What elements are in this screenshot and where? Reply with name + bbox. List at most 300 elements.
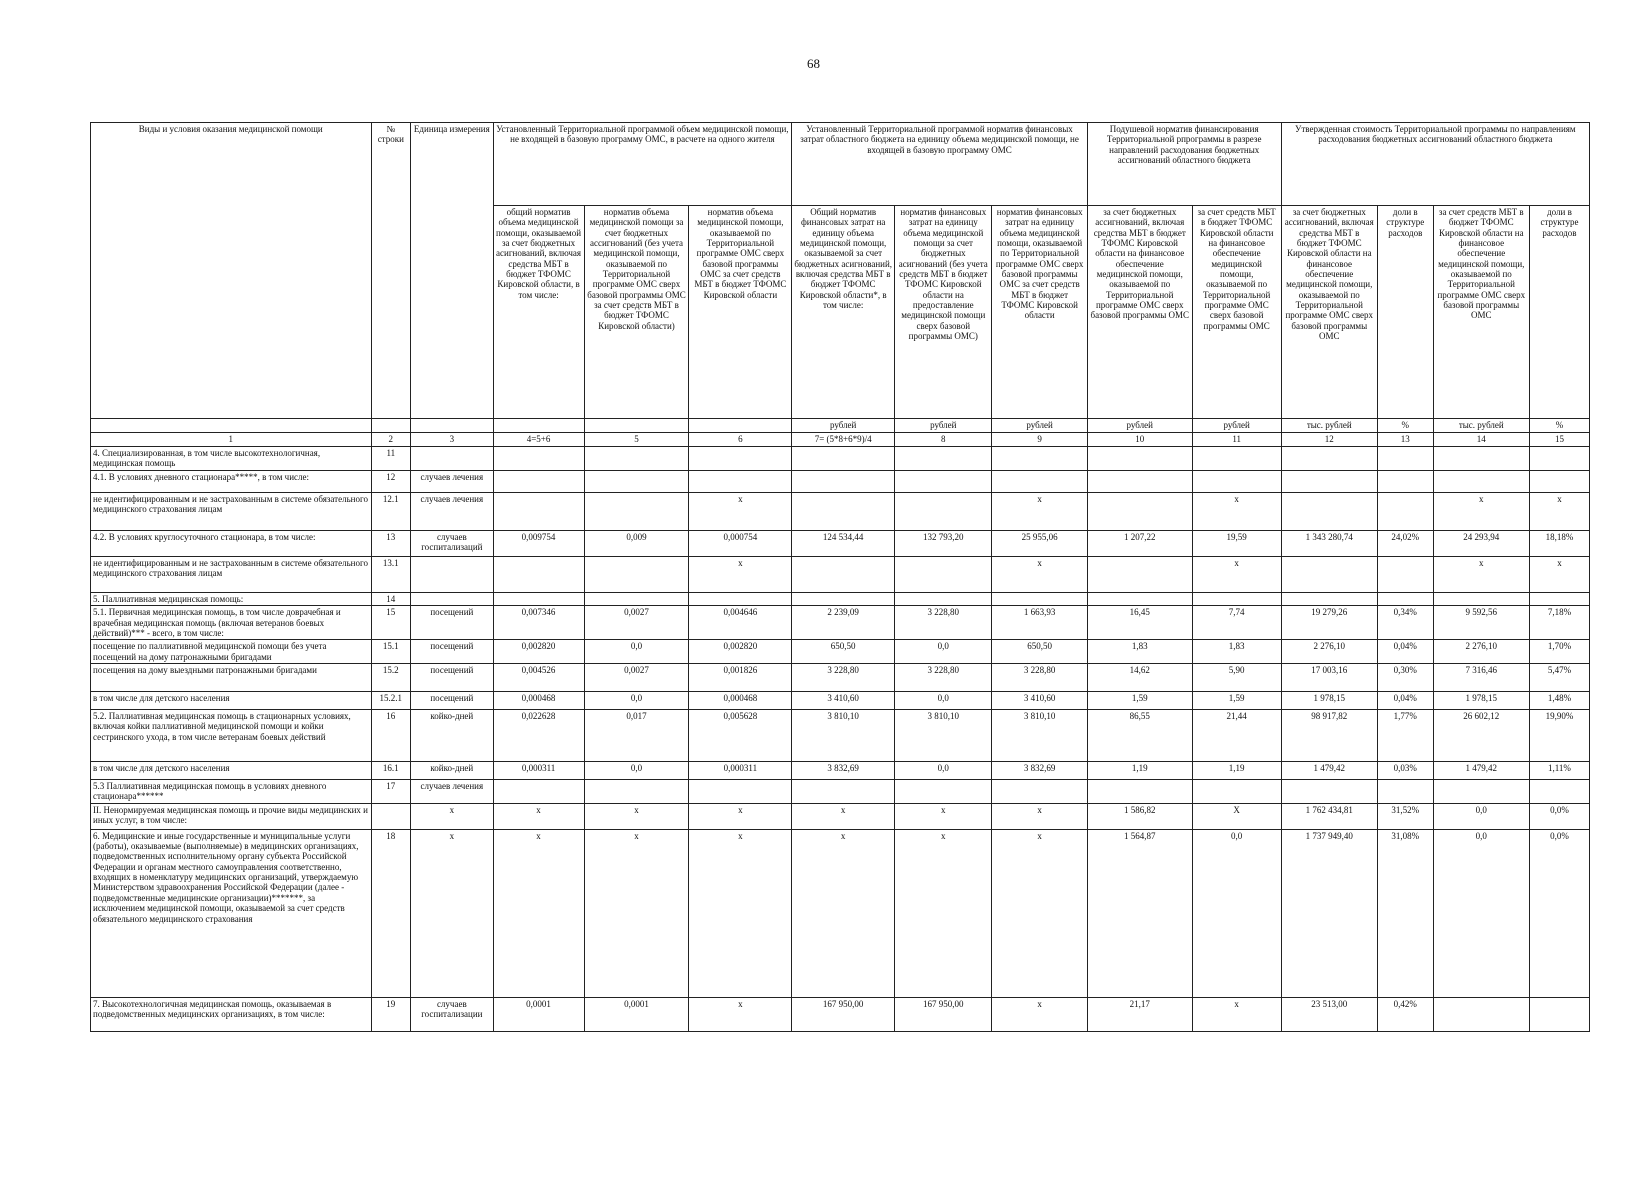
header-group-cost: Утвержденная стоимость Территориальной программы по направлениям расходования бюджетных ассигнований областного бюджета (1281, 123, 1589, 206)
value-cell: 0,0% (1529, 803, 1589, 829)
value-cell: 2 276,10 (1281, 640, 1377, 664)
table-row (91, 471, 1590, 493)
value-cell (1529, 780, 1589, 804)
value-cell: 0,002820 (493, 640, 584, 664)
row-label: не идентифицированным и не застрахованным в системе обязательного медицинского страхования лицам (91, 557, 372, 593)
row-number: 15.1 (371, 640, 411, 664)
value-cell (584, 593, 689, 606)
row-unit: посещений (411, 606, 493, 640)
value-cell (1377, 780, 1433, 804)
table-row (91, 762, 1590, 780)
subheader-15: доли в структуре расходов (1529, 206, 1589, 419)
value-cell: 3 810,10 (992, 710, 1087, 762)
value-cell: 0,022628 (493, 710, 584, 762)
column-index-cell: 5 (584, 433, 689, 447)
value-cell: х (689, 803, 792, 829)
value-cell: 0,009754 (493, 531, 584, 557)
value-cell: 21,44 (1192, 710, 1281, 762)
row-number: 15.2.1 (371, 692, 411, 710)
value-cell: х (1529, 557, 1589, 593)
value-cell: 0,04% (1377, 692, 1433, 710)
value-cell: х (1433, 557, 1529, 593)
value-cell (1377, 447, 1433, 471)
value-cell: 3 410,60 (992, 692, 1087, 710)
value-cell: 0,000468 (689, 692, 792, 710)
table-row (91, 803, 1590, 829)
unit-cell: тыс. рублей (1281, 419, 1377, 433)
row-number: 14 (371, 593, 411, 606)
value-cell: х (493, 803, 584, 829)
value-cell (1433, 593, 1529, 606)
value-cell: 1,19 (1192, 762, 1281, 780)
table-row (91, 640, 1590, 664)
value-cell: 19 279,26 (1281, 606, 1377, 640)
table-row (91, 664, 1590, 692)
row-label: 5. Паллиативная медицинская помощь: (91, 593, 372, 606)
value-cell: х (992, 997, 1087, 1031)
row-number: 16 (371, 710, 411, 762)
value-cell (1087, 593, 1192, 606)
value-cell (493, 593, 584, 606)
column-index-cell: 13 (1377, 433, 1433, 447)
value-cell: 1,11% (1529, 762, 1589, 780)
value-cell: 3 810,10 (895, 710, 992, 762)
value-cell: 0,0027 (584, 664, 689, 692)
unit-cell (689, 419, 792, 433)
value-cell: 650,50 (992, 640, 1087, 664)
column-index-cell: 12 (1281, 433, 1377, 447)
subheader-7: Общий норматив финансовых затрат на единицу объема медицинской помощи, оказываемой за счет бюджетных асигнований, включая средства МБТ в бюджет ТФОМС Кировской области*, в том числе: (792, 206, 895, 419)
table-body (91, 447, 1590, 1032)
column-index-cell: 11 (1192, 433, 1281, 447)
value-cell: 124 534,44 (792, 531, 895, 557)
value-cell (895, 557, 992, 593)
unit-cell (584, 419, 689, 433)
value-cell: 0,42% (1377, 997, 1433, 1031)
value-cell (1529, 593, 1589, 606)
table-row (91, 606, 1590, 640)
value-cell: х (1433, 493, 1529, 531)
value-cell (1377, 593, 1433, 606)
value-cell (584, 493, 689, 531)
value-cell (1281, 557, 1377, 593)
value-cell: 7,18% (1529, 606, 1589, 640)
value-cell: 1 479,42 (1281, 762, 1377, 780)
row-label: посещения на дому выездными патронажными бригадами (91, 664, 372, 692)
value-cell: х (584, 829, 689, 997)
unit-cell: тыс. рублей (1433, 419, 1529, 433)
column-index-cell: 9 (992, 433, 1087, 447)
value-cell: 0,0 (1192, 829, 1281, 997)
value-cell (1087, 447, 1192, 471)
value-cell: 19,59 (1192, 531, 1281, 557)
value-cell: 0,34% (1377, 606, 1433, 640)
value-cell (1281, 493, 1377, 531)
value-cell (792, 593, 895, 606)
value-cell: 1,19 (1087, 762, 1192, 780)
value-cell (493, 780, 584, 804)
value-cell: 17 003,16 (1281, 664, 1377, 692)
value-cell: 0,30% (1377, 664, 1433, 692)
value-cell (493, 493, 584, 531)
column-index-cell: 7= (5*8+6*9)/4 (792, 433, 895, 447)
row-number (371, 803, 411, 829)
value-cell: 0,0001 (584, 997, 689, 1031)
table-row (91, 829, 1590, 997)
row-unit: случаев госпитализации (411, 997, 493, 1031)
value-cell: 1,59 (1087, 692, 1192, 710)
value-cell: 0,000311 (493, 762, 584, 780)
value-cell: 0,000468 (493, 692, 584, 710)
column-index-cell: 14 (1433, 433, 1529, 447)
row-number: 11 (371, 447, 411, 471)
value-cell: х (689, 493, 792, 531)
value-cell: х (1529, 493, 1589, 531)
value-cell: 0,04% (1377, 640, 1433, 664)
row-label: не идентифицированным и не застрахованным в системе обязательного медицинского страхования лицам (91, 493, 372, 531)
row-number: 12.1 (371, 493, 411, 531)
header-kinds: Виды и условия оказания медицинской помощи (91, 123, 372, 419)
value-cell: х (895, 829, 992, 997)
value-cell (1377, 557, 1433, 593)
value-cell: 0,000754 (689, 531, 792, 557)
value-cell: х (895, 803, 992, 829)
value-cell: 3 228,80 (895, 664, 992, 692)
value-cell: 1,59 (1192, 692, 1281, 710)
unit-cell (493, 419, 584, 433)
row-label: 6. Медицинские и иные государственные и муниципальные услуги (работы), оказываемые (выполняемые) в медицинских организациях, подведомственных исполнительному органу субъекта Российской Федерации и органам местного самоуправления соответственно, входящих в номенклатуру медицинских организаций, утверждаемую Министерством здравоохранения Российской Федерации (далее - подведомственные медицинские организации)*******, за исключением медицинской помощи, оказываемой за счет средств обязательного медицинского страхования (91, 829, 372, 997)
header-rownum: № строки (371, 123, 411, 419)
value-cell: х (584, 803, 689, 829)
row-label: 5.3 Паллиативная медицинская помощь в условиях дневного стационара****** (91, 780, 372, 804)
value-cell (1192, 593, 1281, 606)
unit-cell: рублей (1087, 419, 1192, 433)
row-number: 18 (371, 829, 411, 997)
subheader-8: норматив финансовых затрат на единицу объема медицинской помощи за счет бюджетных асигнований (без учета средств МБТ в бюджет ТФОМС Кировской области на предоставление медицинской помощи сверх базовой программы ОМС) (895, 206, 992, 419)
row-number: 15 (371, 606, 411, 640)
row-unit (411, 447, 493, 471)
value-cell (689, 780, 792, 804)
financing-table (90, 122, 1590, 1032)
value-cell (1192, 780, 1281, 804)
value-cell: 1 737 949,40 (1281, 829, 1377, 997)
value-cell (792, 780, 895, 804)
value-cell: 86,55 (1087, 710, 1192, 762)
value-cell (689, 593, 792, 606)
table-row (91, 447, 1590, 471)
units-row (91, 419, 1590, 433)
column-index-cell: 6 (689, 433, 792, 447)
value-cell: 23 513,00 (1281, 997, 1377, 1031)
value-cell: 9 592,56 (1433, 606, 1529, 640)
value-cell: 0,009 (584, 531, 689, 557)
unit-cell: % (1529, 419, 1589, 433)
value-cell: 21,17 (1087, 997, 1192, 1031)
subheader-10: за счет бюджетных ассигнований, включая средства МБТ в бюджет ТФОМС Кировской области на финансовое обеспечение медицинской помощи, оказываемой по Территориальной программе ОМС сверх базовой программы ОМС (1087, 206, 1192, 419)
value-cell: 1 564,87 (1087, 829, 1192, 997)
row-label: 4.1. В условиях дневного стационара*****, в том числе: (91, 471, 372, 493)
row-unit: случаев лечения (411, 493, 493, 531)
unit-cell (91, 419, 372, 433)
value-cell: 1 343 280,74 (1281, 531, 1377, 557)
value-cell: 0,0001 (493, 997, 584, 1031)
value-cell: 26 602,12 (1433, 710, 1529, 762)
value-cell (895, 471, 992, 493)
value-cell (992, 471, 1087, 493)
value-cell: 0,001826 (689, 664, 792, 692)
value-cell: 1,70% (1529, 640, 1589, 664)
value-cell (1087, 557, 1192, 593)
value-cell (792, 557, 895, 593)
value-cell (689, 447, 792, 471)
row-number: 15.2 (371, 664, 411, 692)
value-cell: х (992, 803, 1087, 829)
value-cell: 1 762 434,81 (1281, 803, 1377, 829)
value-cell: х (689, 557, 792, 593)
value-cell: 132 793,20 (895, 531, 992, 557)
value-cell: 0,004646 (689, 606, 792, 640)
value-cell: 0,0 (895, 692, 992, 710)
row-label: II. Ненормируемая медицинская помощь и прочие виды медицинских и иных услуг, в том числе: (91, 803, 372, 829)
table-row (91, 692, 1590, 710)
value-cell: 0,0 (1433, 803, 1529, 829)
value-cell: 25 955,06 (992, 531, 1087, 557)
value-cell: 0,0 (584, 692, 689, 710)
value-cell (1281, 471, 1377, 493)
value-cell (1433, 471, 1529, 493)
value-cell: х (992, 493, 1087, 531)
value-cell: х (792, 829, 895, 997)
table-row (91, 493, 1590, 531)
row-unit: посещений (411, 664, 493, 692)
value-cell: 0,03% (1377, 762, 1433, 780)
value-cell (1377, 471, 1433, 493)
subheader-5: норматив объема медицинской помощи за счет бюджетных ассигнований (без учета медицинской помощи, оказываемой по Территориальной программе ОМС сверх базовой программы ОМС за счет средств МБТ в бюджет ТФОМС Кировской области) (584, 206, 689, 419)
value-cell: 3 832,69 (792, 762, 895, 780)
value-cell (1087, 780, 1192, 804)
row-unit: х (411, 829, 493, 997)
value-cell: Х (1192, 803, 1281, 829)
value-cell (992, 447, 1087, 471)
value-cell (1529, 471, 1589, 493)
value-cell (1281, 780, 1377, 804)
value-cell: 31,52% (1377, 803, 1433, 829)
value-cell (584, 780, 689, 804)
value-cell: 1 663,93 (992, 606, 1087, 640)
value-cell (689, 471, 792, 493)
row-number: 13.1 (371, 557, 411, 593)
row-number: 12 (371, 471, 411, 493)
value-cell (895, 593, 992, 606)
subheader-6: норматив объема медицинской помощи, оказываемой по Территориальной программе ОМС сверх базовой программы ОМС за счет средств МБТ в бюджет ТФОМС Кировской области (689, 206, 792, 419)
value-cell (792, 493, 895, 531)
value-cell: 19,90% (1529, 710, 1589, 762)
value-cell: 24,02% (1377, 531, 1433, 557)
subheader-13: доли в структуре расходов (1377, 206, 1433, 419)
row-label: 7. Высокотехнологичная медицинская помощь, оказываемая в подведомственных медицинских организациях, в том числе: (91, 997, 372, 1031)
value-cell: 3 228,80 (792, 664, 895, 692)
value-cell: х (493, 829, 584, 997)
value-cell (1281, 593, 1377, 606)
value-cell: 0,0 (895, 762, 992, 780)
value-cell: 0,005628 (689, 710, 792, 762)
value-cell: х (1192, 557, 1281, 593)
value-cell (1433, 997, 1529, 1031)
value-cell: 1 586,82 (1087, 803, 1192, 829)
row-unit: случаев госпитализаций (411, 531, 493, 557)
value-cell (1087, 471, 1192, 493)
value-cell: 0,0 (1433, 829, 1529, 997)
row-unit (411, 557, 493, 593)
value-cell (584, 447, 689, 471)
value-cell: 0,000311 (689, 762, 792, 780)
value-cell: 0,017 (584, 710, 689, 762)
value-cell: 3 410,60 (792, 692, 895, 710)
unit-cell: рублей (895, 419, 992, 433)
value-cell: 3 228,80 (992, 664, 1087, 692)
value-cell: 5,90 (1192, 664, 1281, 692)
subheader-14: за счет средств МБТ в бюджет ТФОМС Кировской области на финансовое обеспечение медицинской помощи, оказываемой по Территориальной программе ОМС сверх базовой программы ОМС (1433, 206, 1529, 419)
value-cell: х (992, 829, 1087, 997)
value-cell: 1 479,42 (1433, 762, 1529, 780)
row-number: 19 (371, 997, 411, 1031)
value-cell: х (689, 829, 792, 997)
row-unit (411, 593, 493, 606)
value-cell (1433, 780, 1529, 804)
value-cell: 7 316,46 (1433, 664, 1529, 692)
value-cell: 0,0% (1529, 829, 1589, 997)
value-cell (1377, 493, 1433, 531)
value-cell (584, 471, 689, 493)
value-cell: 16,45 (1087, 606, 1192, 640)
value-cell: 1 978,15 (1281, 692, 1377, 710)
unit-cell: рублей (992, 419, 1087, 433)
value-cell: 1,83 (1192, 640, 1281, 664)
value-cell (792, 447, 895, 471)
value-cell: 1,77% (1377, 710, 1433, 762)
table-row (91, 593, 1590, 606)
table-row (91, 557, 1590, 593)
value-cell: 2 239,09 (792, 606, 895, 640)
unit-cell: % (1377, 419, 1433, 433)
value-cell: 1,48% (1529, 692, 1589, 710)
value-cell: 7,74 (1192, 606, 1281, 640)
value-cell (1529, 447, 1589, 471)
value-cell: 167 950,00 (792, 997, 895, 1031)
subheader-12: за счет бюджетных ассигнований, включая средства МБТ в бюджет ТФОМС Кировской области на финансовое обеспечение медицинской помощи, оказываемой по Территориальной программе ОМС сверх базовой программы ОМС (1281, 206, 1377, 419)
row-number: 17 (371, 780, 411, 804)
value-cell: 0,0027 (584, 606, 689, 640)
value-cell (1529, 997, 1589, 1031)
value-cell (992, 593, 1087, 606)
row-label: в том числе для детского населения (91, 762, 372, 780)
row-unit: х (411, 803, 493, 829)
value-cell (1433, 447, 1529, 471)
column-index-cell: 8 (895, 433, 992, 447)
value-cell: 0,0 (895, 640, 992, 664)
header-unit: Единица измерения (411, 123, 493, 419)
column-index-cell: 10 (1087, 433, 1192, 447)
value-cell: 1,83 (1087, 640, 1192, 664)
value-cell (1192, 447, 1281, 471)
header-group-percap: Подушевой норматив финансирования Территориальной рпрограммы в разрезе направлений расходования бюджетных ассигнований областного бюджета (1087, 123, 1281, 206)
value-cell: 31,08% (1377, 829, 1433, 997)
value-cell: 0,007346 (493, 606, 584, 640)
row-label: 5.1. Первичная медицинская помощь, в том числе доврачебная и врачебная медицинская помощь (включая ветеранов боевых действий)*** - всего, в том числе: (91, 606, 372, 640)
column-index-cell: 2 (371, 433, 411, 447)
unit-cell (371, 419, 411, 433)
row-unit: случаев лечения (411, 471, 493, 493)
table-row (91, 997, 1590, 1031)
header-group-cost-norm: Установленный Территориальной программой норматив финансовых затрат областного бюджета на единицу объема медицинской помощи, не входящей в базовую программу ОМС (792, 123, 1088, 206)
table-row (91, 780, 1590, 804)
value-cell (992, 780, 1087, 804)
row-label: 4.2. В условиях круглосуточного стационара, в том числе: (91, 531, 372, 557)
row-unit: койко-дней (411, 710, 493, 762)
value-cell (895, 447, 992, 471)
header-group-volume: Установленный Территориальной программой объем медицинской помощи, не входящей в базовую программу ОМС, в расчете на одного жителя (493, 123, 792, 206)
subheader-4: общий норматив объема медицинской помощи, оказываемой за счет бюджетных асигнований, включая средства МБТ в бюджет ТФОМС Кировской области, в том числе: (493, 206, 584, 419)
value-cell (584, 557, 689, 593)
row-unit: посещений (411, 692, 493, 710)
value-cell (895, 780, 992, 804)
value-cell (1192, 471, 1281, 493)
subheader-9: норматив финансовых затрат на единицу объема медицинской помощи, оказываемой по Территориальной программе ОМС сверх базовой программы ОМС за счет средств МБТ в бюджет ТФОМС Кировской области (992, 206, 1087, 419)
column-index-cell: 3 (411, 433, 493, 447)
value-cell (1281, 447, 1377, 471)
value-cell: 5,47% (1529, 664, 1589, 692)
value-cell: х (1192, 493, 1281, 531)
table-row (91, 710, 1590, 762)
value-cell: 1 207,22 (1087, 531, 1192, 557)
value-cell (493, 557, 584, 593)
row-number: 13 (371, 531, 411, 557)
value-cell: х (1192, 997, 1281, 1031)
page-number: 68 (807, 56, 820, 71)
row-label: 5.2. Паллиативная медицинская помощь в стационарных условиях, включая койки паллиативной медицинской помощи и койки сестринского ухода, в том числе ветеранам боевых действий (91, 710, 372, 762)
value-cell: 0,004526 (493, 664, 584, 692)
unit-cell: рублей (792, 419, 895, 433)
value-cell: х (792, 803, 895, 829)
table-row (91, 531, 1590, 557)
value-cell: х (992, 557, 1087, 593)
row-label: посещение по паллиативной медицинской помощи без учета посещений на дому патронажными бригадами (91, 640, 372, 664)
row-unit: случаев лечения (411, 780, 493, 804)
value-cell: 0,0 (584, 640, 689, 664)
column-index-cell: 15 (1529, 433, 1589, 447)
value-cell: 18,18% (1529, 531, 1589, 557)
value-cell (792, 471, 895, 493)
unit-cell: рублей (1192, 419, 1281, 433)
value-cell: 3 832,69 (992, 762, 1087, 780)
value-cell (1087, 493, 1192, 531)
subheader-11: за счет средств МБТ в бюджет ТФОМС Кировской области на финансовое обеспечение медицинской помощи, оказываемой по Территориальной программе ОМС сверх базовой программы ОМС (1192, 206, 1281, 419)
value-cell: 3 228,80 (895, 606, 992, 640)
value-cell (493, 471, 584, 493)
value-cell: 167 950,00 (895, 997, 992, 1031)
row-label: в том числе для детского населения (91, 692, 372, 710)
value-cell: 24 293,94 (1433, 531, 1529, 557)
value-cell: х (689, 997, 792, 1031)
value-cell: 0,0 (584, 762, 689, 780)
row-number: 16.1 (371, 762, 411, 780)
row-unit: посещений (411, 640, 493, 664)
value-cell: 14,62 (1087, 664, 1192, 692)
value-cell: 3 810,10 (792, 710, 895, 762)
column-index-row (91, 433, 1590, 447)
row-label: 4. Специализированная, в том числе высокотехнологичная, медицинская помощь (91, 447, 372, 471)
value-cell (895, 493, 992, 531)
